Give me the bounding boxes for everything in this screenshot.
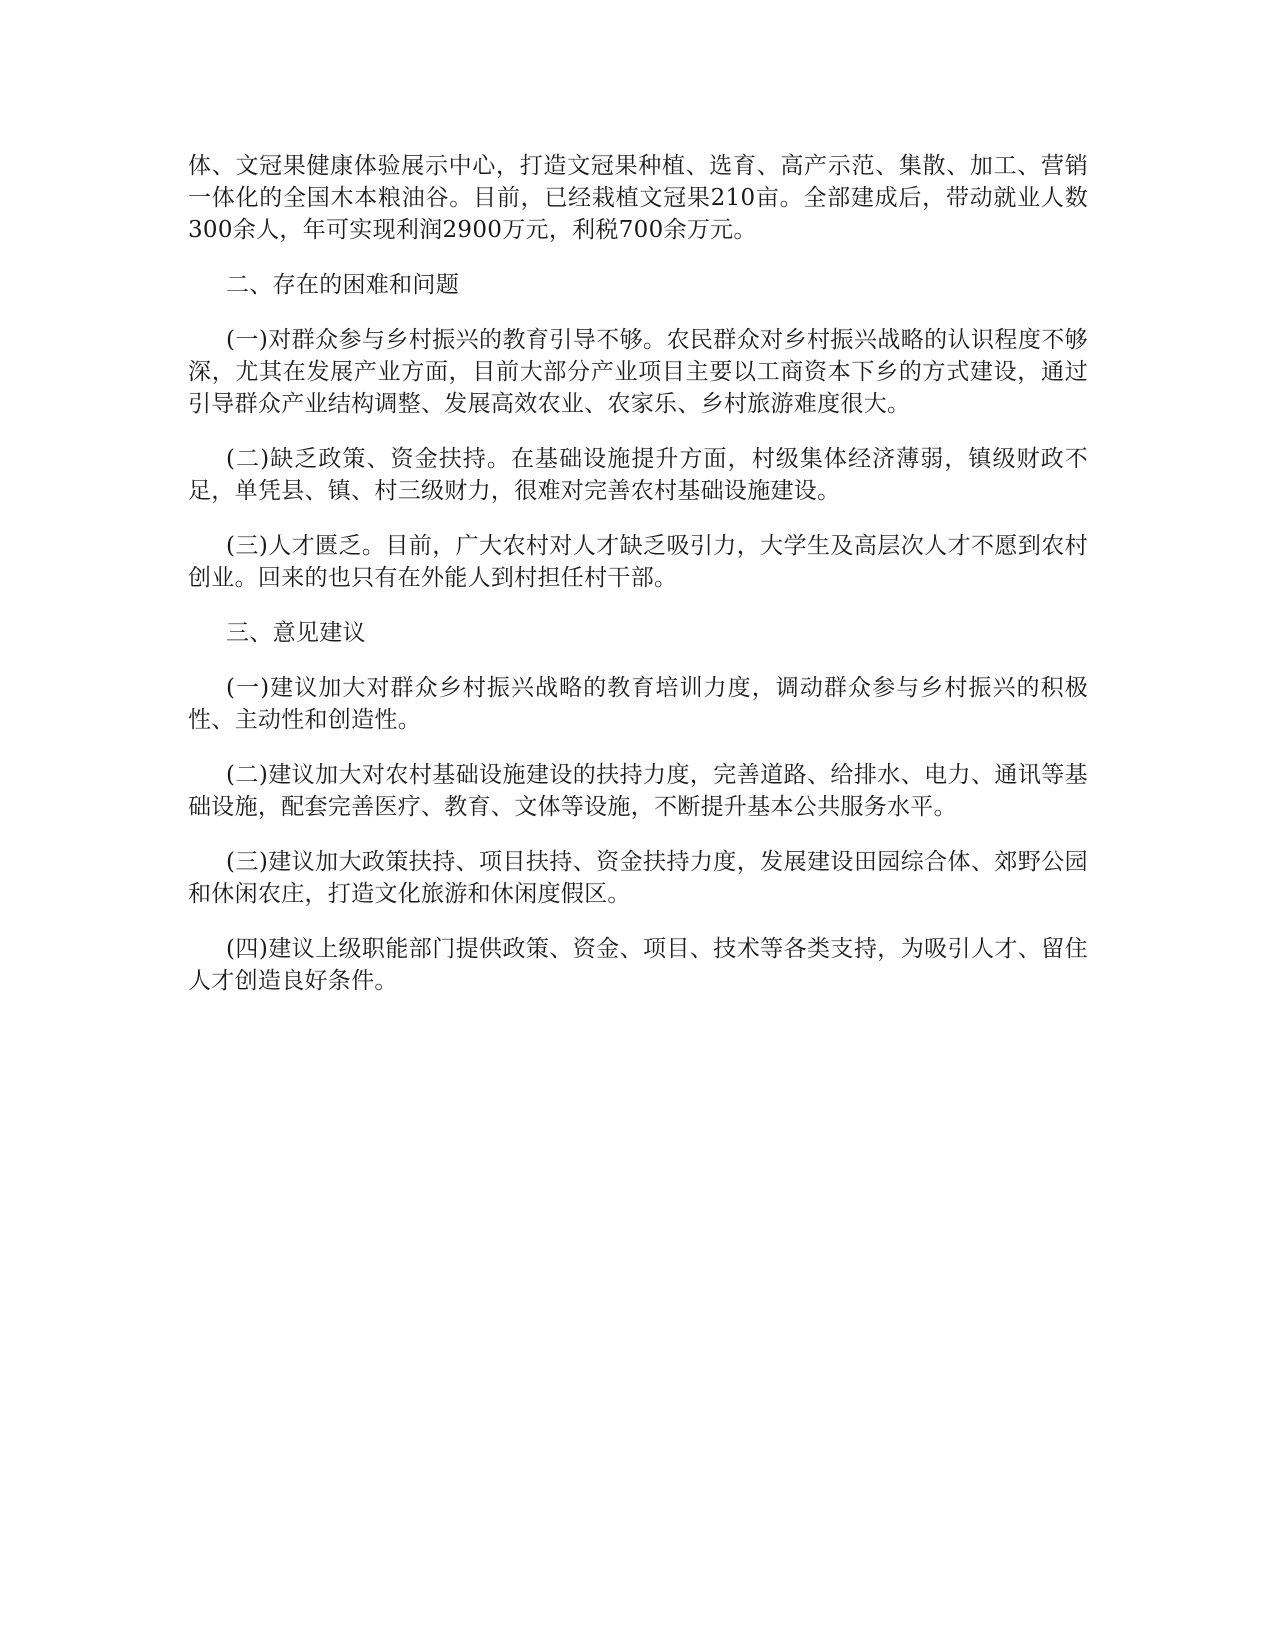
paragraph-problem-2: (二)缺乏政策、资金扶持。在基础设施提升方面，村级集体经济薄弱，镇级财政不足，单凭县、镇、村三级财力，很难对完善农村基础设施建设。 <box>188 446 1088 504</box>
paragraph-suggestion-4: (四)建议上级职能部门提供政策、资金、项目、技术等各类支持，为吸引人才、留住人才创造良好条件。 <box>188 936 1088 994</box>
paragraph-problem-3: (三)人才匮乏。目前，广大农村对人才缺乏吸引力，大学生及高层次人才不愿到农村创业。回来的也只有在外能人到村担任村干部。 <box>188 533 1088 591</box>
paragraph-problem-1: (一)对群众参与乡村振兴的教育引导不够。农民群众对乡村振兴战略的认识程度不够深，尤其在发展产业方面，目前大部分产业项目主要以工商资本下乡的方式建设，通过引导群众产业结构调整、发展高效农业、农家乐、乡村旅游难度很大。 <box>188 327 1088 417</box>
paragraph-continuation: 体、文冠果健康体验展示中心，打造文冠果种植、选育、高产示范、集散、加工、营销一体化的全国木本粮油谷。目前，已经栽植文冠果210亩。全部建成后，带动就业人数300余人，年可实现利润2900万元，利税700余万元。 <box>188 153 1088 243</box>
paragraph-suggestion-3: (三)建议加大政策扶持、项目扶持、资金扶持力度，发展建设田园综合体、郊野公园和休闲农庄，打造文化旅游和休闲度假区。 <box>188 849 1088 907</box>
paragraph-suggestion-1: (一)建议加大对群众乡村振兴战略的教育培训力度，调动群众参与乡村振兴的积极性、主动性和创造性。 <box>188 675 1088 733</box>
section-heading-problems: 二、存在的困难和问题 <box>226 272 459 298</box>
document-body <box>188 150 1088 1020</box>
paragraph-suggestion-2: (二)建议加大对农村基础设施建设的扶持力度，完善道路、给排水、电力、通讯等基础设施，配套完善医疗、教育、文体等设施，不断提升基本公共服务水平。 <box>188 762 1088 820</box>
section-heading-suggestions: 三、意见建议 <box>226 620 366 646</box>
